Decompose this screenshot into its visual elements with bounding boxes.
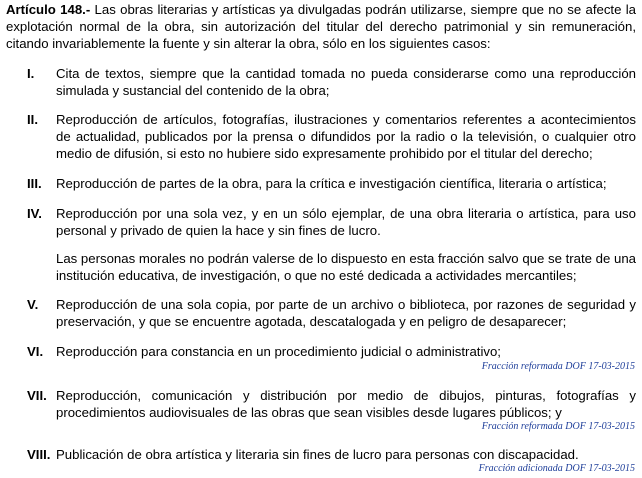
amendment-note: Fracción adicionada DOF 17-03-2015 [478, 463, 635, 474]
fraction-text: Reproducción por una sola vez, y en un sólo ejemplar, de una obra literaria o artística, para uso personal y privado de quien la hace y sin fines de lucro. [56, 206, 636, 238]
fraction-number: VII. [27, 388, 47, 403]
article-intro-text: Las obras literarias y artísticas ya divulgadas podrán utilizarse, siempre que no se afecte la explotación normal de la obra, sin autorización del titular del derecho patrimonial y sin remuneración, citando invariablemente la fuente y sin alterar la obra, sólo en los siguientes casos: [6, 2, 636, 51]
fraction-iv-paragraph: Las personas morales no podrán valerse de lo dispuesto en esta fracción salvo que se trate de una institución educativa, de investigación, o que no esté dedicada a actividades mercantiles; [56, 251, 636, 283]
fraction-number: III. [27, 176, 42, 191]
fraction-text: Reproducción para constancia en un procedimiento judicial o administrativo; [56, 344, 501, 359]
fraction-number: II. [27, 112, 38, 127]
amendment-note: Fracción reformada DOF 17-03-2015 [481, 361, 635, 372]
fraction-number: V. [27, 297, 39, 312]
fraction-text: Reproducción de artículos, fotografías, ilustraciones y comentarios referentes a acontecimientos de actualidad, publicados por la prensa o difundidos por la radio o la televisión, o cualquier otro medio de difusión, si esto no hubiere sido expresamente prohibido por el titular del derecho; [56, 112, 636, 161]
fraction-text: Reproducción de una sola copia, por parte de un archivo o biblioteca, por razones de seguridad y preservación, y que se encuentre agotada, descatalogada y en peligro de desaparecer; [56, 297, 636, 329]
amendment-note: Fracción reformada DOF 17-03-2015 [481, 421, 635, 432]
article-intro [6, 1, 636, 52]
fraction-text: Cita de textos, siempre que la cantidad tomada no pueda considerarse como una reproducción simulada y sustancial del contenido de la obra; [56, 66, 636, 98]
fraction-number: VIII. [27, 447, 51, 462]
fraction-text: Reproducción, comunicación y distribución por medio de dibujos, pinturas, fotografías y procedimientos audiovisuales de las obras que sean visibles desde lugares públicos; y [56, 388, 636, 420]
fraction-number: I. [27, 66, 35, 81]
fraction-number: IV. [27, 206, 42, 221]
fraction-text: Publicación de obra artística y literaria sin fines de lucro para personas con discapacidad. [56, 447, 579, 462]
article-heading: Artículo 148.- [6, 2, 91, 17]
fraction-text: Reproducción de partes de la obra, para la crítica e investigación científica, literaria o artística; [56, 176, 607, 191]
fraction-number: VI. [27, 344, 44, 359]
